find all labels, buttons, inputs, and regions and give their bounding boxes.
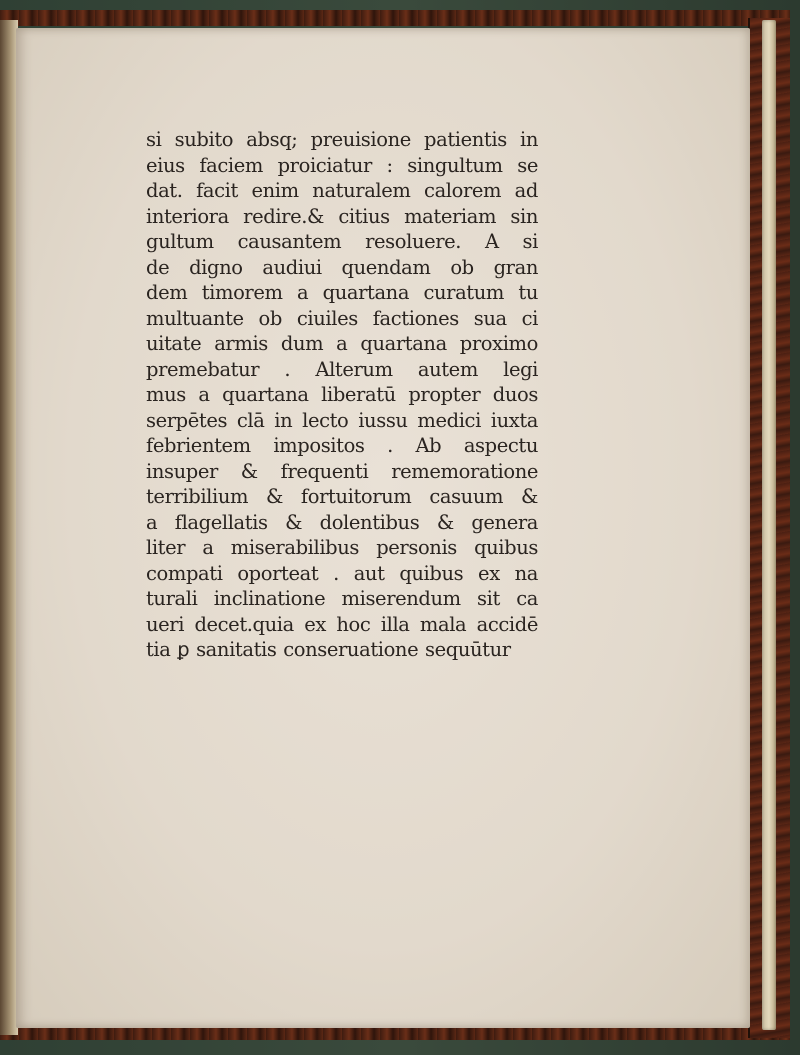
text-line-1: si subito absq; preuisione patientis in — [146, 128, 538, 151]
text-line-7: dem timorem a quartana curatum tu — [146, 281, 538, 304]
page-edges — [762, 20, 776, 1030]
text-line-17: liter a miserabilibus personis quibus — [146, 536, 538, 559]
text-line-5: gultum causantem resoluere. A si — [146, 230, 538, 253]
text-line-12: serpētes clā in lecto iussu medici iuxta — [146, 408, 538, 432]
text-line-21: tia ꝑ sanitatis conseruatione sequūtur — [146, 638, 511, 661]
text-line-16: a flagellatis & dolentibus & genera — [146, 510, 538, 534]
binding-bottom — [0, 1026, 790, 1040]
text-line-20: ueri decet.quia ex hoc illa mala accidē — [146, 612, 538, 636]
text-line-9: uitate armis dum a quartana proximo — [146, 332, 538, 355]
text-line-14: insuper & frequenti rememoratione — [146, 459, 538, 483]
text-line-4: interiora redire.& citius materiam sin — [146, 204, 538, 228]
text-line-8: multuante ob ciuiles factiones sua ci — [146, 306, 538, 330]
text-line-11: mus a quartana liberatū propter duos — [146, 383, 538, 406]
text-line-3: dat. facit enim naturalem calorem ad — [146, 179, 538, 202]
text-line-18: compati oporteat . aut quibus ex na — [146, 561, 538, 585]
text-line-2: eius faciem proiciatur : singultum se — [146, 153, 538, 177]
text-line-13: febrientem impositos . Ab aspectu — [146, 434, 538, 457]
text-line-10: premebatur . Alterum autem legi — [146, 357, 538, 381]
binding-top — [0, 10, 790, 26]
text-block — [146, 127, 538, 663]
text-line-19: turali inclinatione miserendum sit ca — [146, 587, 538, 610]
text-line-15: terribilium & fortuitorum casuum & — [146, 485, 538, 508]
text-line-6: de digno audiui quendam ob gran — [146, 255, 538, 279]
